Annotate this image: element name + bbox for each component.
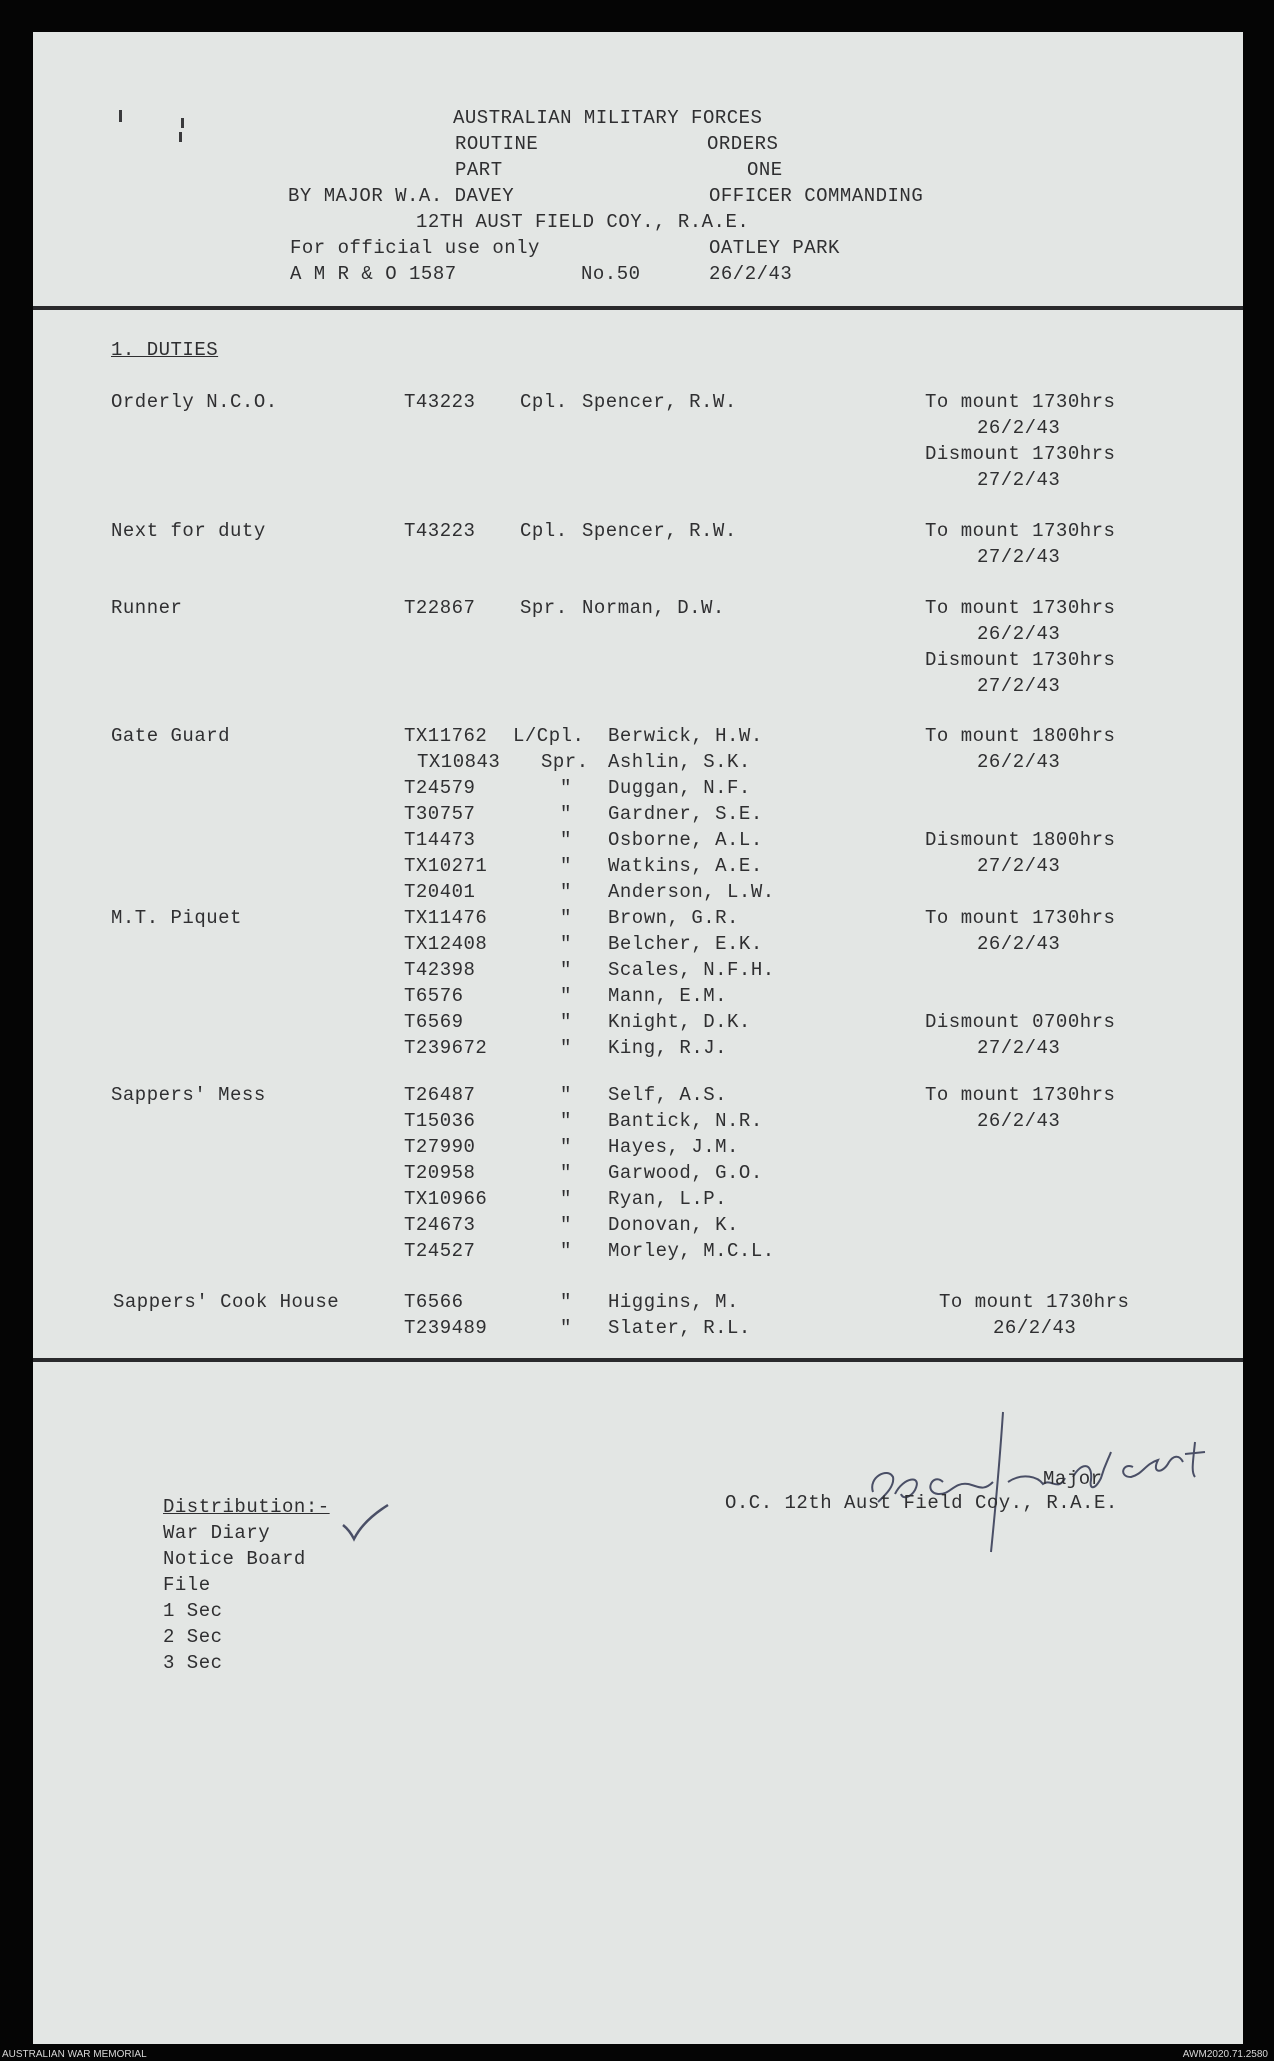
service-number: TX10966 xyxy=(404,1188,488,1210)
distribution-item: 1 Sec xyxy=(163,1600,223,1622)
service-number: TX11762 xyxy=(404,725,488,747)
member-name: Scales, N.F.H. xyxy=(608,959,775,981)
service-number: T24579 xyxy=(404,777,476,799)
bottom-rule xyxy=(33,1358,1243,1362)
service-number: TX11476 xyxy=(404,907,488,929)
mount-date: 27/2/43 xyxy=(977,546,1061,568)
ditto-mark: " xyxy=(560,855,572,877)
service-number: TX10271 xyxy=(404,855,488,877)
header-official: For official use only xyxy=(290,237,540,259)
service-number: T43223 xyxy=(404,391,476,413)
member-name: Gardner, S.E. xyxy=(608,803,763,825)
member-name: Mann, E.M. xyxy=(608,985,728,1007)
check-mark-icon xyxy=(338,1497,398,1547)
mount-time: To mount 1730hrs xyxy=(925,597,1116,619)
ditto-mark: " xyxy=(560,1214,572,1236)
document-page xyxy=(33,32,1243,2044)
footer-accession: AWM2020.71.2580 xyxy=(1182,2049,1268,2060)
mount-time: To mount 1730hrs xyxy=(925,1084,1116,1106)
service-number: T20401 xyxy=(404,881,476,903)
header-location: OATLEY PARK xyxy=(709,237,840,259)
dismount-time: Dismount 1730hrs xyxy=(925,443,1116,465)
ditto-mark: " xyxy=(560,881,572,903)
duty-label: Sappers' Cook House xyxy=(113,1291,340,1313)
mount-time: To mount 1730hrs xyxy=(939,1291,1130,1313)
mount-time: To mount 1730hrs xyxy=(925,907,1116,929)
header-date: 26/2/43 xyxy=(709,263,793,285)
member-name: Self, A.S. xyxy=(608,1084,728,1106)
ditto-mark: " xyxy=(560,803,572,825)
mount-date: 26/2/43 xyxy=(977,933,1061,955)
ditto-mark: " xyxy=(560,985,572,1007)
ditto-mark: " xyxy=(560,1084,572,1106)
rank: Cpl. xyxy=(520,520,568,542)
service-number: T43223 xyxy=(404,520,476,542)
mount-time: To mount 1730hrs xyxy=(925,520,1116,542)
service-number: T22867 xyxy=(404,597,476,619)
top-rule xyxy=(33,306,1243,310)
member-name: Donovan, K. xyxy=(608,1214,739,1236)
header-unit: 12TH AUST FIELD COY., R.A.E. xyxy=(416,211,750,233)
member-name: Osborne, A.L. xyxy=(608,829,763,851)
service-number: T26487 xyxy=(404,1084,476,1106)
member-name: Watkins, A.E. xyxy=(608,855,763,877)
distribution-item: File xyxy=(163,1574,211,1596)
mount-date: 26/2/43 xyxy=(993,1317,1077,1339)
mount-time: To mount 1730hrs xyxy=(925,391,1116,413)
member-name: Duggan, N.F. xyxy=(608,777,751,799)
service-number: T6566 xyxy=(404,1291,464,1313)
member-name: King, R.J. xyxy=(608,1037,728,1059)
ditto-mark: " xyxy=(560,1136,572,1158)
member-name: Berwick, H.W. xyxy=(608,725,763,747)
service-number: T30757 xyxy=(404,803,476,825)
service-number: T6576 xyxy=(404,985,464,1007)
header-officer: OFFICER COMMANDING xyxy=(709,185,924,207)
service-number: T24527 xyxy=(404,1240,476,1262)
service-number: T42398 xyxy=(404,959,476,981)
member-name: Hayes, J.M. xyxy=(608,1136,739,1158)
ditto-mark: " xyxy=(560,1291,572,1313)
ditto-mark: " xyxy=(560,1240,572,1262)
footer-source: AUSTRALIAN WAR MEMORIAL xyxy=(2,2049,147,2060)
header-line1: AUSTRALIAN MILITARY FORCES xyxy=(453,107,763,129)
header-routine: ROUTINE xyxy=(455,133,539,155)
duty-label: Next for duty xyxy=(111,520,266,542)
member-name: Morley, M.C.L. xyxy=(608,1240,775,1262)
duty-label: Sappers' Mess xyxy=(111,1084,266,1106)
member-name: Ashlin, S.K. xyxy=(608,751,751,773)
paper-mark xyxy=(179,132,182,142)
dismount-time: Dismount 1730hrs xyxy=(925,649,1116,671)
mount-date: 26/2/43 xyxy=(977,417,1061,439)
ditto-mark: " xyxy=(560,907,572,929)
member-name: Higgins, M. xyxy=(608,1291,739,1313)
header-amr: A M R & O 1587 xyxy=(290,263,457,285)
header-part: PART xyxy=(455,159,503,181)
member-name: Bantick, N.R. xyxy=(608,1110,763,1132)
service-number: T27990 xyxy=(404,1136,476,1158)
ditto-mark: " xyxy=(560,933,572,955)
member-name: Brown, G.R. xyxy=(608,907,739,929)
dismount-time: Dismount 0700hrs xyxy=(925,1011,1116,1033)
duty-label: M.T. Piquet xyxy=(111,907,242,929)
service-number: T15036 xyxy=(404,1110,476,1132)
distribution-item: 3 Sec xyxy=(163,1652,223,1674)
service-number: T14473 xyxy=(404,829,476,851)
service-number: TX10843 xyxy=(417,751,501,773)
service-number: T6569 xyxy=(404,1011,464,1033)
signature-title: O.C. 12th Aust Field Coy., R.A.E. xyxy=(725,1492,1118,1514)
member-name: Belcher, E.K. xyxy=(608,933,763,955)
member-name: Slater, R.L. xyxy=(608,1317,751,1339)
header-one: ONE xyxy=(747,159,783,181)
dismount-date: 27/2/43 xyxy=(977,1037,1061,1059)
distribution-item: 2 Sec xyxy=(163,1626,223,1648)
ditto-mark: " xyxy=(560,777,572,799)
mount-date: 26/2/43 xyxy=(977,1110,1061,1132)
service-number: T24673 xyxy=(404,1214,476,1236)
ditto-mark: " xyxy=(560,1110,572,1132)
mount-time: To mount 1800hrs xyxy=(925,725,1116,747)
service-number: T20958 xyxy=(404,1162,476,1184)
service-number: TX12408 xyxy=(404,933,488,955)
paper-mark xyxy=(181,118,184,128)
ditto-mark: " xyxy=(560,1188,572,1210)
handwritten-signature xyxy=(833,1382,1233,1582)
ditto-mark: " xyxy=(560,1037,572,1059)
header-orders: ORDERS xyxy=(707,133,779,155)
mount-date: 26/2/43 xyxy=(977,751,1061,773)
ditto-mark: " xyxy=(560,829,572,851)
member-name: Anderson, L.W. xyxy=(608,881,775,903)
distribution-item: War Diary xyxy=(163,1522,271,1544)
member-name: Spencer, R.W. xyxy=(582,520,737,542)
rank: L/Cpl. xyxy=(513,725,585,747)
mount-date: 26/2/43 xyxy=(977,623,1061,645)
distribution-title: Distribution:- xyxy=(163,1496,330,1518)
rank: Spr. xyxy=(541,751,589,773)
dismount-date: 27/2/43 xyxy=(977,855,1061,877)
dismount-time: Dismount 1800hrs xyxy=(925,829,1116,851)
section-title: 1. DUTIES xyxy=(111,339,219,361)
header-number: No.50 xyxy=(581,263,641,285)
service-number: T239672 xyxy=(404,1037,488,1059)
duty-label: Runner xyxy=(111,597,183,619)
dismount-date: 27/2/43 xyxy=(977,675,1061,697)
rank: Cpl. xyxy=(520,391,568,413)
dismount-date: 27/2/43 xyxy=(977,469,1061,491)
member-name: Garwood, G.O. xyxy=(608,1162,763,1184)
member-name: Norman, D.W. xyxy=(582,597,725,619)
member-name: Ryan, L.P. xyxy=(608,1188,728,1210)
duty-label: Gate Guard xyxy=(111,725,231,747)
member-name: Spencer, R.W. xyxy=(582,391,737,413)
header-by: BY MAJOR W.A. DAVEY xyxy=(288,185,515,207)
duty-label: Orderly N.C.O. xyxy=(111,391,278,413)
ditto-mark: " xyxy=(560,1011,572,1033)
rank: Spr. xyxy=(520,597,568,619)
paper-mark xyxy=(119,110,122,122)
ditto-mark: " xyxy=(560,1317,572,1339)
ditto-mark: " xyxy=(560,1162,572,1184)
distribution-item: Notice Board xyxy=(163,1548,306,1570)
signature-rank: Major xyxy=(1043,1468,1103,1490)
ditto-mark: " xyxy=(560,959,572,981)
member-name: Knight, D.K. xyxy=(608,1011,751,1033)
service-number: T239489 xyxy=(404,1317,488,1339)
